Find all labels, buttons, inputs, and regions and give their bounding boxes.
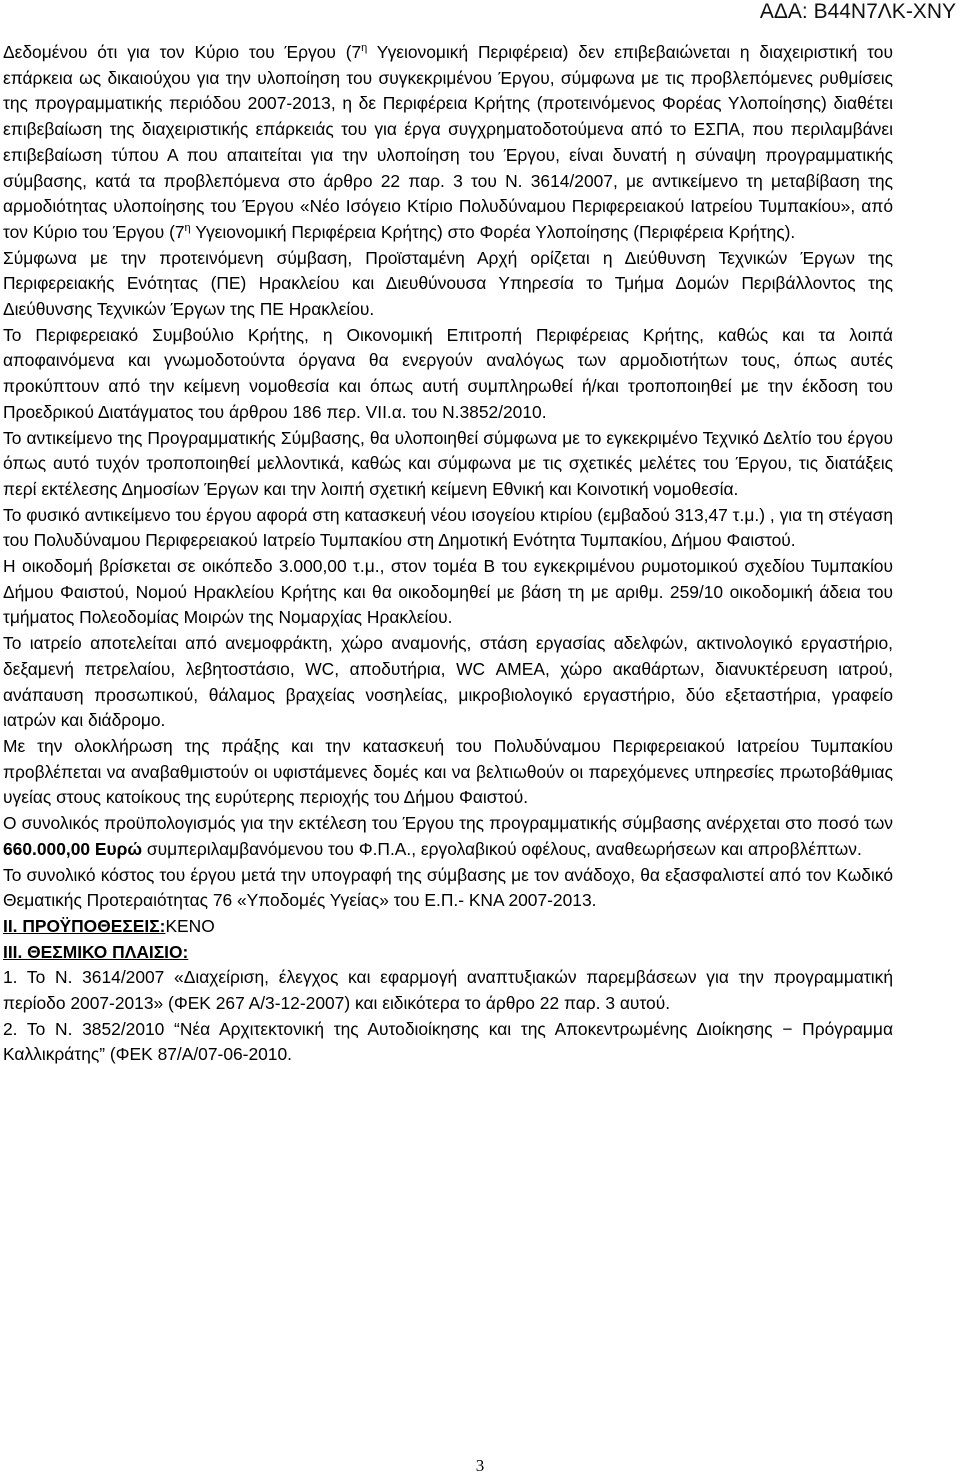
section-3-heading: ΙΙΙ. ΘΕΣΜΙΚΟ ΠΛΑΙΣΙΟ:	[3, 941, 189, 962]
p1-text-b: Υγειονομική Περιφέρεια) δεν επιβεβαιώνεται η διαχειριστική του επάρκεια ως δικαιούχου για την υλοποίηση του συγκεκριμένου Έργου, σύμφωνα με τις προβλεπόμενες ρυθμίσεις της προγραμματικής περιόδου 2007-2013, η δε Περιφέρεια Κρήτης (προτεινόμενος Φορέας Υλοποίησης) διαθέτει επιβεβαίωση της διαχειριστικής επάρκειάς του για έργα συγχρηματοδοτούμενα από το ΕΣΠΑ, που περιλαμβάνει επιβεβαίωση τύπου Α που απαιτείται για την υλοποίηση του Έργου, είναι δυνατή η σύναψη προγραμματικής σύμβασης, κατά τα προβλεπόμενα στο άρθρο 22 παρ. 3 του Ν. 3614/2007, με αντικείμενο τη μεταβίβαση της αρμοδιότητας υλοποίησης του Έργου «Νέο Ισόγειο Κτίριο Πολυδύναμου Περιφερειακού Ιατρείου Τυμπακίου», από τον Κύριο του Έργου (7	[3, 42, 893, 242]
budget-amount: 660.000,00 Ευρώ	[3, 838, 143, 859]
legal-item-1: 1. Το Ν. 3614/2007 «Διαχείριση, έλεγχος και εφαρμογή αναπτυξιακών παρεμβάσεων για την προγραμματική περίοδο 2007-2013» (ΦΕΚ 267 Α/3-12-2007) και ειδικότερα το άρθρο 22 παρ. 3 αυτού.	[3, 967, 893, 1014]
paragraph-1	[3, 40, 893, 246]
ada-code: ΑΔΑ: Β44Ν7ΛΚ-ΧΝΥ	[759, 0, 956, 23]
paragraph-2: Σύμφωνα με την προτεινόμενη σύμβαση, Προϊσταμένη Αρχή ορίζεται η Διεύθυνση Τεχνικών Έργων της Περιφερειακής Ενότητας (ΠΕ) Ηρακλείου και Διευθύνουσα Υπηρεσία το Τμήμα Δομών Περιβάλλοντος της Διεύθυνσης Τεχνικών Έργων της ΠΕ Ηρακλείου.	[3, 247, 893, 320]
section-2	[3, 914, 893, 940]
document-body	[3, 40, 893, 1068]
paragraph-6: Η οικοδομή βρίσκεται σε οικόπεδο 3.000,00 τ.μ., στον τομέα Β του εγκεκριμένου ρυμοτομικού σχεδίου Τυμπακίου Δήμου Φαιστού, Νομού Ηρακλείου Κρήτης και θα οικοδομηθεί με βάση τη με αριθμ. 259/10 οικοδομική άδεια του τμήματος Πολεοδομίας Μοιρών της Νομαρχίας Ηρακλείου.	[3, 556, 893, 628]
section-3	[3, 940, 893, 966]
paragraph-9	[3, 811, 893, 862]
page-number: 3	[475, 1456, 485, 1475]
p1-superscript: η	[361, 42, 368, 55]
paragraph-8: Με την ολοκλήρωση της πράξης και την κατασκευή του Πολυδύναμου Περιφερειακού Ιατρείου Τυμπακίου προβλέπεται να αναβαθμιστούν οι υφιστάμενες δομές και να βελτιωθούν οι παρεχόμενες υπηρεσίες πρωτοβάθμιας υγείας στους κατοίκους της ευρύτερης περιοχής του Δήμου Φαιστού.	[3, 735, 893, 808]
p1-text-c: Υγειονομική Περιφέρεια Κρήτης) στο Φορέα Υλοποίησης (Περιφέρεια Κρήτης).	[190, 221, 796, 242]
p1-text-a: Δεδομένου ότι για τον Κύριο του Έργου (7	[3, 42, 362, 62]
section-2-value: ΚΕΝΟ	[165, 915, 215, 936]
p1-superscript-2: η	[184, 222, 191, 235]
paragraph-7: Το ιατρείο αποτελείται από ανεμοφράκτη, χώρο αναμονής, στάση εργασίας αδελφών, ακτινολογικό εργαστήριο, δεξαμενή πετρελαίου, λεβητοστάσιο, WC, αποδυτήρια, WC ΑΜΕΑ, χώρο ακαθάρτων, διανυκτέρευση ιατρού, ανάπαυση προσωπικού, θάλαμος βραχείας νοσηλείας, μικροβιολογικό εργαστήριο, δύο εξεταστήρια, γραφείο ιατρών και διάδρομο.	[3, 633, 893, 731]
section-2-heading: ΙΙ. ΠΡΟΫΠΟΘΕΣΕΙΣ:	[3, 915, 166, 936]
paragraph-10: Το συνολικό κόστος του έργου μετά την υπογραφή της σύμβασης με τον ανάδοχο, θα εξασφαλιστεί από τον Κωδικό Θεματικής Προτεραιότητας 76 «Υποδομές Υγείας» του Ε.Π.- ΚΝΑ 2007-2013.	[3, 864, 893, 911]
p9-text-b: συμπεριλαμβανόμενου του Φ.Π.Α., εργολαβικού οφέλους, αναθεωρήσεων και απροβλέπτων.	[142, 838, 862, 859]
paragraph-3: Το Περιφερειακό Συμβούλιο Κρήτης, η Οικονομική Επιτροπή Περιφέρειας Κρήτης, καθώς και τα λοιπά αποφαινόμενα και γνωμοδοτούντα όργανα θα ενεργούν αναλόγως των αρμοδιοτήτων τους, όπως αυτές προκύπτουν από την κείμενη νομοθεσία και όπως αυτή συμπληρωθεί ή/και τροποποιηθεί με την έκδοση του Προεδρικού Διατάγματος του άρθρου 186 περ. VII.α. του Ν.3852/2010.	[3, 324, 893, 422]
legal-item-2: 2. Το Ν. 3852/2010 “Νέα Αρχιτεκτονική της Αυτοδιοίκησης και της Αποκεντρωμένης Διοίκησης − Πρόγραμμα Καλλικράτης” (ΦΕΚ 87/Α/07-06-2010.	[3, 1018, 893, 1065]
paragraph-4: Το αντικείμενο της Προγραμματικής Σύμβασης, θα υλοποιηθεί σύμφωνα με το εγκεκριμένο Τεχνικό Δελτίο του έργου όπως αυτό τυχόν τροποποιηθεί μελλοντικά, καθώς και σύμφωνα με τις σχετικές μελέτες του Έργου, τις διατάξεις περί εκτέλεσης Δημοσίων Έργων και την λοιπή σχετική κείμενη Εθνική και Κοινοτική νομοθεσία.	[3, 427, 893, 499]
paragraph-5: Το φυσικό αντικείμενο του έργου αφορά στη κατασκευή νέου ισογείου κτιρίου (εμβαδού 313,47 τ.μ.) , για τη στέγαση του Πολυδύναμου Περιφερειακού Ιατρείο Τυμπακίου στη Δημοτική Ενότητα Τυμπακίου, Δήμου Φαιστού.	[3, 504, 893, 551]
p9-text-a: Ο συνολικός προϋπολογισμός για την εκτέλεση του Έργου της προγραμματικής σύμβασης ανέρχεται στο ποσό των	[3, 813, 893, 834]
